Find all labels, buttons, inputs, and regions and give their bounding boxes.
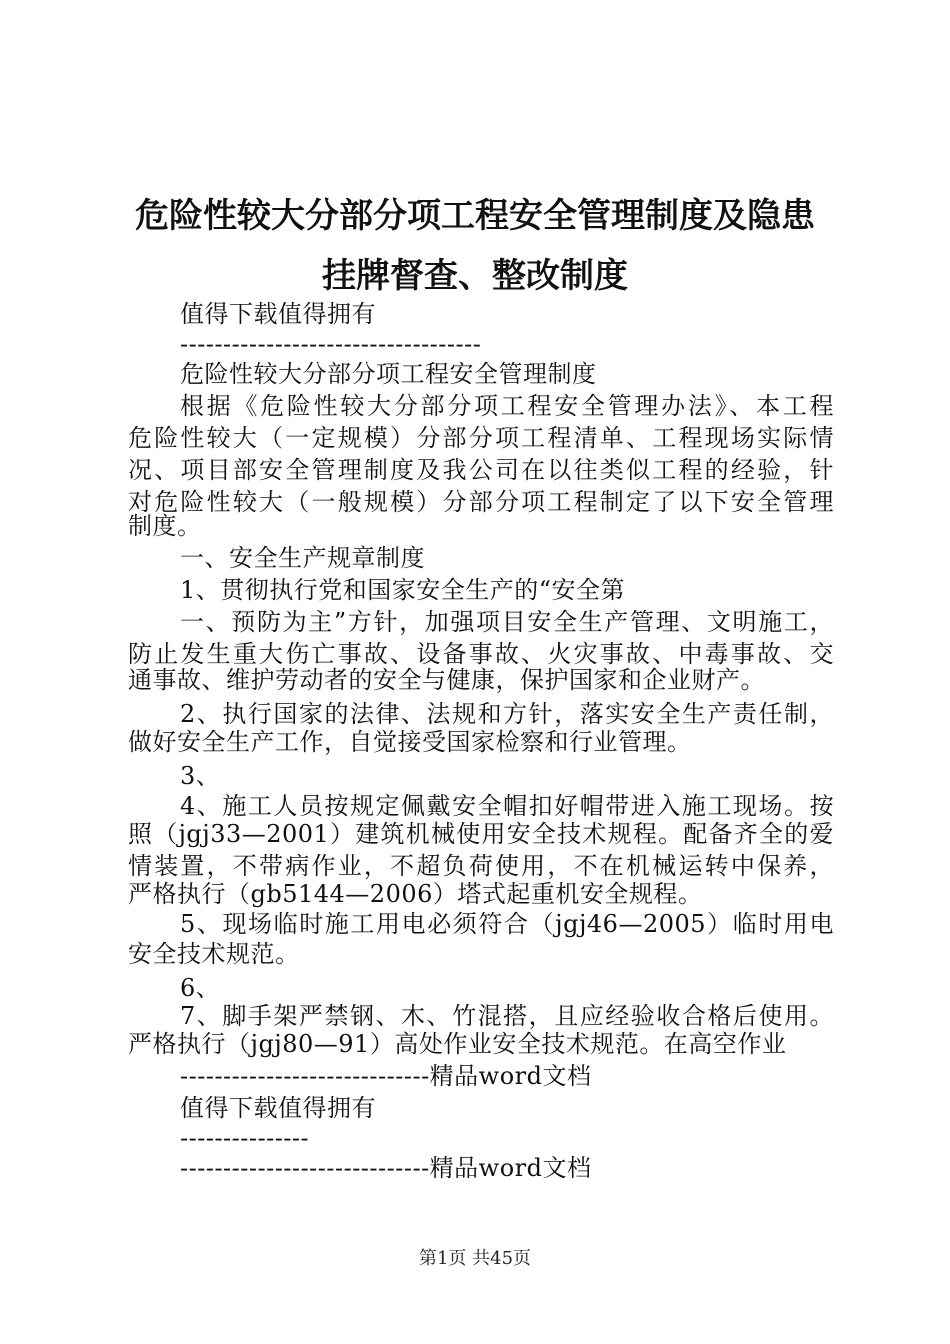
section-heading: 危险性较大分部分项工程安全管理制度 bbox=[180, 360, 597, 388]
separator-line: --------------- bbox=[180, 1124, 310, 1152]
paragraph-line: 安全技术规范。 bbox=[128, 940, 300, 968]
document-title-line-1: 危险性较大分部分项工程安全管理制度及隐患 bbox=[135, 196, 815, 236]
paragraph-line: 5、现场临时施工用电必须符合（jgj46—2005）临时用电 bbox=[180, 910, 834, 938]
paragraph-line: 防止发生重大伤亡事故、设备事故、火灾事故、中毒事故、交 bbox=[128, 640, 834, 668]
paragraph-line: 4、施工人员按规定佩戴安全帽扣好帽带进入施工现场。按 bbox=[180, 792, 834, 820]
paragraph-line: 一、预防为主”方针，加强项目安全生产管理、文明施工， bbox=[180, 608, 834, 636]
paragraph-line: 1、贯彻执行党和国家安全生产的“安全第 bbox=[180, 576, 626, 604]
watermark-footer-line: -----------------------------精品word文档 bbox=[180, 1154, 592, 1182]
page-number-footer: 第1页 共45页 bbox=[418, 1248, 532, 1269]
paragraph-line: 6、 bbox=[180, 974, 221, 1002]
paragraph-line: 根据《危险性较大分部分项工程安全管理办法》、本工程 bbox=[180, 392, 834, 420]
paragraph-line: 情装置，不带病作业，不超负荷使用，不在机械运转中保养， bbox=[128, 852, 834, 880]
paragraph-line: 严格执行（gb5144—2006）塔式起重机安全规程。 bbox=[128, 880, 703, 908]
paragraph-line: 7、脚手架严禁钢、木、竹混搭，且应经验收合格后使用。 bbox=[180, 1002, 834, 1030]
paragraph-line: 危险性较大（一定规模）分部分项工程清单、工程现场实际情 bbox=[128, 424, 834, 452]
paragraph-line: 制度。 bbox=[128, 512, 202, 540]
paragraph-line: 2、执行国家的法律、法规和方针，落实安全生产责任制， bbox=[180, 700, 834, 728]
paragraph-line: 严格执行（jgj80—91）高处作业安全技术规范。在高空作业 bbox=[128, 1030, 787, 1058]
watermark-text: 值得下载值得拥有 bbox=[180, 1094, 376, 1122]
paragraph-line: 做好安全生产工作，自觉接受国家检察和行业管理。 bbox=[128, 728, 692, 756]
watermark-footer-line: -----------------------------精品word文档 bbox=[180, 1062, 592, 1090]
separator-line: ----------------------------------- bbox=[180, 330, 482, 358]
paragraph-line: 况、项目部安全管理制度及我公司在以往类似工程的经验，针 bbox=[128, 456, 834, 484]
paragraph-line: 3、 bbox=[180, 762, 221, 790]
section-heading: 一、安全生产规章制度 bbox=[180, 544, 425, 572]
paragraph-line: 通事故、维护劳动者的安全与健康，保护国家和企业财产。 bbox=[128, 666, 765, 694]
paragraph-line: 对危险性较大（一般规模）分部分项工程制定了以下安全管理 bbox=[128, 488, 834, 516]
document-title-line-2: 挂牌督查、整改制度 bbox=[322, 256, 628, 296]
paragraph-line: 照（jgj33—2001）建筑机械使用安全技术规程。配备齐全的爱 bbox=[128, 820, 834, 848]
watermark-text: 值得下载值得拥有 bbox=[180, 300, 376, 328]
